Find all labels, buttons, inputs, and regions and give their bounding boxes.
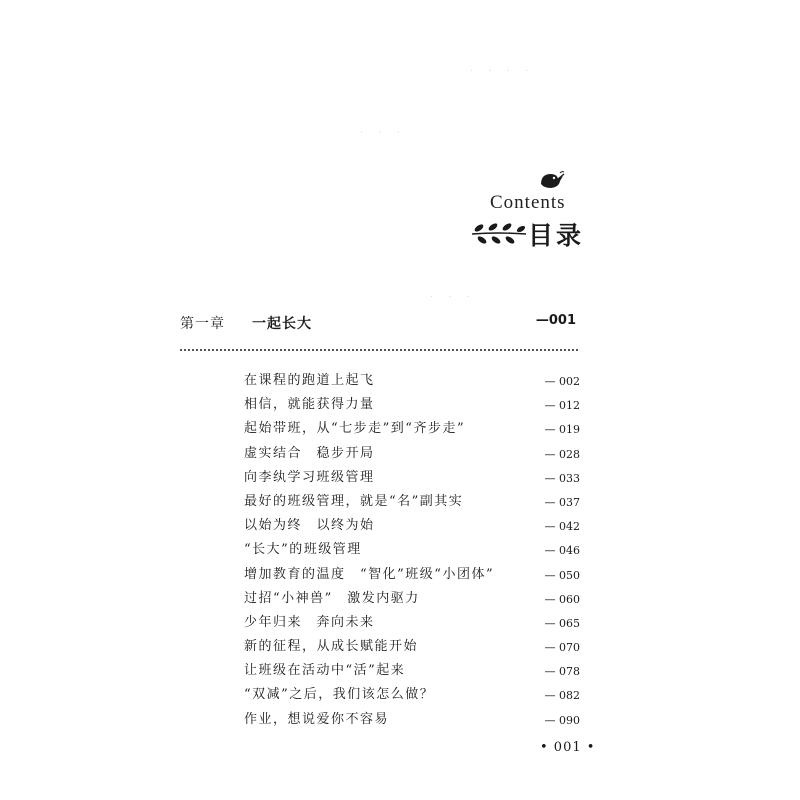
- dotted-divider: [180, 349, 578, 351]
- entry-title: 少年归来 奔向未来: [244, 614, 375, 630]
- entry-title: 虚实结合 稳步开局: [244, 445, 375, 461]
- toc-entry[interactable]: [244, 614, 580, 638]
- toc-entry[interactable]: [244, 517, 580, 541]
- entry-title: 过招“小神兽” 激发内驱力: [244, 590, 420, 606]
- entry-page-number: — 078: [544, 665, 580, 679]
- toc-entry[interactable]: [244, 711, 580, 735]
- entry-page-number: — 060: [544, 592, 580, 606]
- entry-title: 起始带班，从“七步走”到“齐步走”: [244, 421, 466, 437]
- entry-title: 向李纨学习班级管理: [244, 469, 375, 485]
- print-through-texture: · · ·: [360, 128, 406, 139]
- leaf-branch-icon: [470, 220, 528, 246]
- toc-entry[interactable]: [244, 469, 580, 493]
- toc-entry[interactable]: [244, 662, 580, 686]
- chapter-title: 一起长大: [252, 316, 312, 332]
- entry-page-number: — 090: [544, 713, 580, 727]
- entry-title: 以始为终 以终为始: [244, 518, 375, 534]
- print-through-texture: · · ·: [430, 292, 476, 303]
- entry-title: 作业，想说爱你不容易: [244, 711, 390, 727]
- entry-page-number: — 065: [544, 616, 580, 630]
- contents-heading: [470, 170, 600, 260]
- entry-page-number: — 050: [544, 568, 580, 582]
- contents-word: Contents: [490, 192, 566, 213]
- entry-title: 在课程的跑道上起飞: [244, 373, 375, 388]
- toc-entry[interactable]: [244, 396, 580, 420]
- toc-entry[interactable]: [244, 686, 580, 710]
- entry-page-number: — 033: [544, 471, 580, 485]
- toc-entry-list: [244, 372, 580, 735]
- folio-page-number: • 001 •: [540, 740, 596, 755]
- bird-icon: [538, 170, 566, 192]
- entry-title: 最好的班级管理，就是“名”副其实: [244, 493, 464, 509]
- entry-page-number: — 028: [544, 447, 580, 461]
- entry-page-number: — 070: [544, 641, 580, 655]
- chapter-page-number: —001: [535, 313, 576, 328]
- print-through-texture: · · · ·: [470, 66, 535, 77]
- entry-page-number: — 042: [544, 520, 580, 534]
- toc-entry[interactable]: [244, 638, 580, 662]
- entry-title: “双减”之后，我们该怎么做？: [244, 687, 435, 703]
- toc-entry[interactable]: [244, 541, 580, 565]
- entry-page-number: — 082: [544, 689, 580, 703]
- toc-entry[interactable]: [244, 445, 580, 469]
- entry-page-number: — 037: [544, 495, 580, 509]
- entry-title: “长大”的班级管理: [244, 542, 362, 558]
- toc-title: 目录: [528, 221, 585, 250]
- entry-page-number: — 002: [544, 375, 580, 388]
- entry-page-number: — 019: [544, 423, 580, 437]
- entry-title: 相信，就能获得力量: [244, 397, 375, 413]
- toc-entry[interactable]: [244, 493, 580, 517]
- chapter-label: 第一章: [180, 316, 225, 332]
- entry-title: 增加教育的温度 “智化”班级“小团体”: [244, 566, 495, 582]
- toc-entry[interactable]: [244, 566, 580, 590]
- entry-page-number: — 012: [544, 399, 580, 413]
- entry-title: 让班级在活动中“活”起来: [244, 663, 406, 679]
- toc-entry[interactable]: [244, 590, 580, 614]
- toc-entry[interactable]: [244, 420, 580, 444]
- entry-title: 新的征程，从成长赋能开始: [244, 639, 419, 655]
- entry-page-number: — 046: [544, 544, 580, 558]
- toc-entry[interactable]: [244, 372, 580, 396]
- chapter-heading[interactable]: [180, 313, 576, 335]
